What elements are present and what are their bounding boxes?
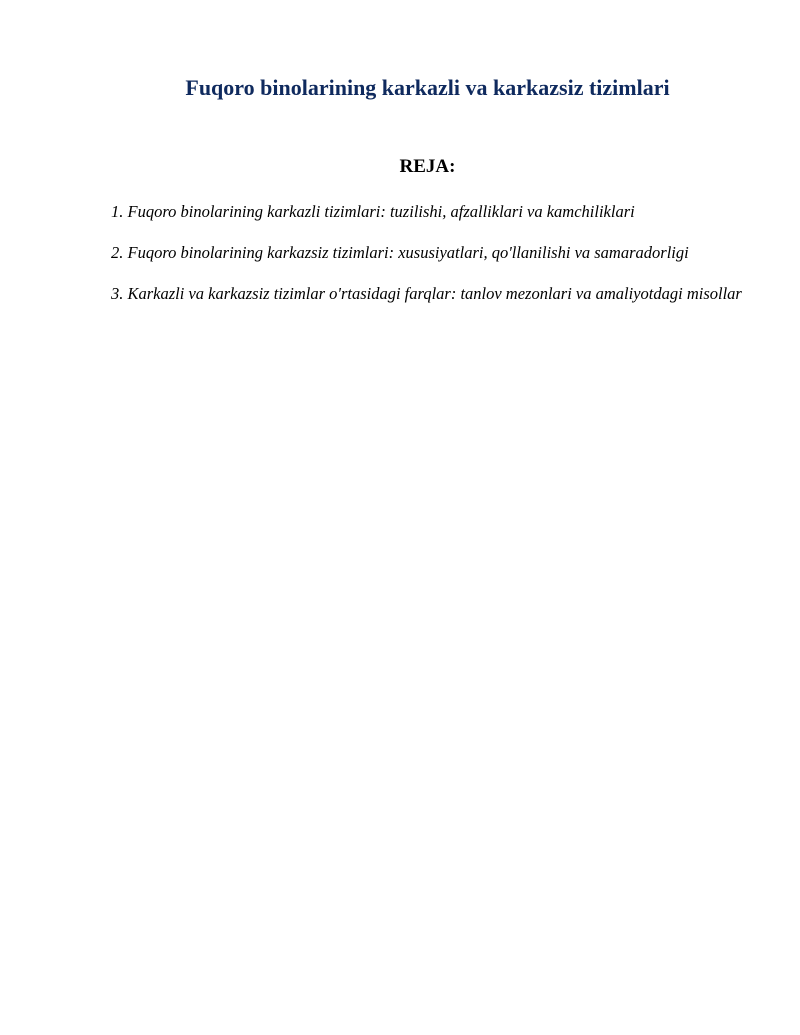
plan-item-3: 3. Karkazli va karkazsiz tizimlar o'rtasidagi farqlar: tanlov mezonlari va amaliyotdagi misollar: [111, 284, 742, 303]
plan-heading: REJA:: [399, 156, 456, 177]
plan-item-2: 2. Fuqoro binolarining karkazsiz tizimlari: xususiyatlari, qo'llanilishi va samaradorligi: [111, 243, 689, 262]
document-title: Fuqoro binolarining karkazli va karkazsiz tizimlari: [185, 75, 670, 100]
plan-item-1: 1. Fuqoro binolarining karkazli tizimlari: tuzilishi, afzalliklari va kamchiliklari: [111, 202, 635, 221]
plan-list: [111, 196, 743, 319]
